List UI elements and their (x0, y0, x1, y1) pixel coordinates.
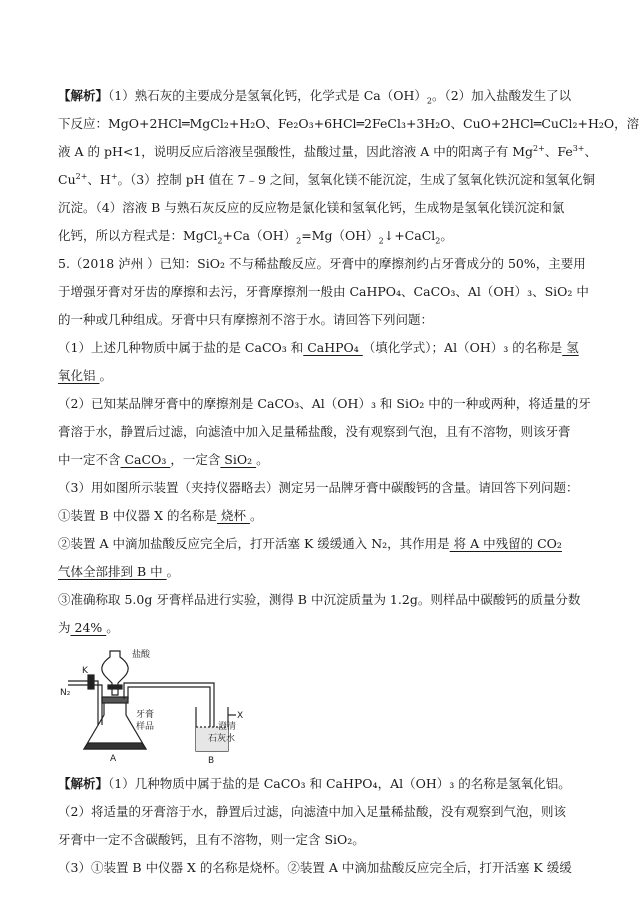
q5-part3-2-line2 (58, 558, 588, 586)
answer-blank: 气体全部排到 B 中 (58, 564, 167, 579)
q5-part3-1 (58, 502, 588, 530)
q5-intro-line1: 5.（2018 泸州 ）已知：SiO₂ 不与稀盐酸反应。牙膏中的摩擦剂约占牙膏成分的 50%，主要用 (58, 256, 586, 271)
label-sample: 样品 (136, 722, 155, 732)
text: （填化学式）；Al（OH）₃ 的名称是 (362, 340, 563, 355)
text: 、 (584, 144, 598, 159)
q5-part3-line: （3）用如图所示装置（夹持仪器略去）测定另一品牌牙膏中碳酸钙的含量。请回答下列问题： (58, 480, 579, 495)
label-k: K (82, 666, 88, 676)
text: 。 (99, 368, 112, 383)
analysis2-line3: 牙膏中一定不含碳酸钙，且有不溶物，则一定含 SiO₂。 (58, 832, 365, 847)
text: 。 (256, 452, 269, 467)
text: ②装置 A 中滴加盐酸反应完全后，打开活塞 K 缓缓通入 N₂，其作用是 (58, 536, 450, 551)
label-n2: N₂ (60, 688, 71, 698)
text: 为 (58, 620, 71, 635)
q5-part3-2-line1 (58, 530, 588, 558)
analysis1-line6: 化钙，所以方程式是：$MgCl_2+Ca(OH)_2=Mg(OH)_2↓+CaCl_2$。 (58, 228, 453, 246)
answer-blank: CaCO₃ (120, 452, 171, 467)
n2-inlet-tube (68, 675, 102, 725)
label-limewater: 石灰水 (208, 734, 236, 744)
text: 中一定不含 (58, 452, 121, 467)
label-b: B (208, 756, 215, 766)
text: Cu (58, 172, 76, 187)
text: （1）熟石灰的主要成分是氢氧化钙，化学式是 Ca（OH） (108, 88, 427, 103)
text: 。（3）控制 pH 值在 7﹣9 之间，氢氧化镁不能沉淀，生成了氢氧化铁沉淀和氢氧化铜 (117, 172, 595, 187)
analysis1-line1: 【解析】（1）熟石灰的主要成分是氢氧化钙，化学式是 $Ca(OH)_2$。（2）加入盐酸发生了以 (58, 88, 572, 106)
text: +Ca（OH） (222, 228, 297, 243)
text: 。 (249, 508, 263, 523)
label-a: A (110, 754, 117, 764)
answer-blank: SiO₂ (220, 452, 257, 467)
text: 、Fe (544, 144, 573, 159)
analysis2-line4: （3）①装置 B 中仪器 X 的名称是烧杯。②装置 A 中滴加盐酸反应完全后，打开活塞 K 缓缓 (58, 860, 572, 875)
label-clear: 澄清 (218, 722, 237, 732)
analysis2-line2: （2）将适量的牙膏溶于水，静置后过滤，向滤渣中加入足量稀盐酸，没有观察到气泡，则该 (58, 804, 566, 819)
analysis1-line5: 沉淀。（4）溶液 B 与熟石灰反应的反应物是氯化镁和氢氧化钙，生成物是氢氧化镁沉淀和氯 (58, 200, 565, 215)
q5-part2-line2: 膏溶于水，静置后过滤，向滤渣中加入足量稀盐酸，没有观察到气泡，且有不溶物，则该牙膏 (58, 424, 571, 439)
q5-intro-line2: 于增强牙膏对牙齿的摩擦和去污，牙膏摩擦剂一般由 CaHPO₄、CaCO₃、Al（OH）₃、SiO₂ 中 (58, 284, 589, 299)
q5-part1-line2 (58, 362, 588, 390)
text: 。 (106, 620, 119, 635)
q5-intro-line3: 的一种或几种组成。牙膏中只有摩擦剂不溶于水。请回答下列问题： (58, 312, 434, 327)
q5-part3-3-line1: ③准确称取 5.0g 牙膏样品进行实验，测得 B 中沉淀质量为 1.2g。则样品中碳酸钙的质量分数 (58, 592, 581, 607)
answer-blank: 氧化铝 (58, 368, 100, 383)
label-toothpaste: 牙膏 (136, 710, 155, 720)
analysis-tag: 【解析】 (58, 776, 109, 791)
answer-blank: 24% (70, 620, 107, 635)
text: 化钙，所以方程式是：MgCl (58, 228, 218, 243)
answer-blank: 氢 (562, 340, 579, 355)
q5-part3-3-line2 (58, 614, 588, 642)
answer-blank: 烧杯 (216, 508, 250, 523)
q5-part1-line1 (58, 334, 588, 362)
text: 、H (87, 172, 111, 187)
analysis1-line2: 下反应：MgO+2HCl═MgCl₂+H₂O、Fe₂O₃+6HCl═2FeCl₃+3H₂O、CuO+2HCl═CuCl₂+H₂O，溶 (58, 116, 640, 131)
text: 液 A 的 pH<1，说明反应后溶液呈强酸性，盐酸过量，因此溶液 A 中的阳离子有 Mg (58, 144, 534, 159)
text: 。 (440, 228, 453, 243)
q5-part2-line1: （2）已知某品牌牙膏中的摩擦剂是 CaCO₃、Al（OH）₃ 和 SiO₂ 中的一种或两种，将适量的牙 (58, 396, 591, 411)
text: （1）上述几种物质中属于盐的是 CaCO₃ 和 (58, 340, 304, 355)
label-x: X (237, 711, 244, 721)
label-acid: 盐酸 (132, 650, 151, 660)
answer-blank: 将 A 中残留的 CO₂ (449, 536, 562, 551)
text: 。（2）加入盐酸发生了以 (431, 88, 572, 103)
analysis1-line4: $Cu^{2+}$、H+。（3）控制 pH 值在 7﹣9 之间，氢氧化镁不能沉淀，生成了氢氧化铁沉淀和氢氧化铜 (58, 171, 595, 187)
text: =Mg（OH） (301, 228, 379, 243)
apparatus-diagram (58, 645, 248, 765)
q5-part2-line3 (58, 446, 588, 474)
text: 。 (166, 564, 180, 579)
analysis-tag: 【解析】 (58, 88, 109, 103)
text: ①装置 B 中仪器 X 的名称是 (58, 508, 217, 523)
text: ，一定含 (170, 452, 221, 467)
analysis2-line1 (58, 770, 588, 798)
analysis1-line3: 液 A 的 pH<1，说明反应后溶液呈强酸性，盐酸过量，因此溶液 A 中的阳离子有 $Mg^{2+}$、$Fe^{3+}$、 (58, 143, 598, 159)
answer-blank: CaHPO₄ (303, 340, 363, 355)
text: ↓+CaCl (383, 228, 436, 243)
text: （1）几种物质中属于盐的是 CaCO₃ 和 CaHPO₄，Al（OH）₃ 的名称是氢氧化铝。 (108, 776, 571, 791)
